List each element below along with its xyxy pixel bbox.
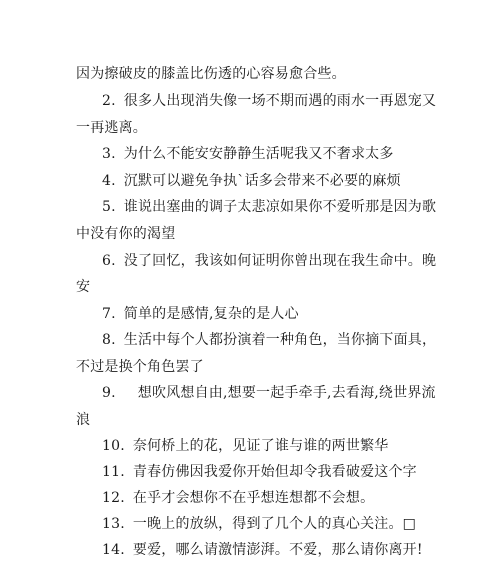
item-number: 6. [102,253,116,269]
text-line [76,410,90,430]
item-text: 一晚上的放纵，得到了几个人的真心关注。□ [132,516,417,532]
list-item [102,514,416,534]
item-number: 7. [102,306,116,322]
item-text: 沉默可以避免争执`话多会带来不必要的麻烦 [123,173,401,189]
item-number: 2. [102,93,116,109]
item-text: 要爱，哪么请激情澎湃。不爱，那么请你离开! [132,542,423,558]
line-text: 一再逃离。 [76,120,147,136]
item-text: 奈何桥上的花，见证了谁与谁的两世繁华 [132,438,389,454]
list-item [102,304,299,324]
item-number: 11. [102,464,125,480]
item-number: 8. [102,332,116,348]
line-text: 中没有你的渴望 [76,226,176,242]
item-text: 在乎才会想你不在乎想连想都不会想。 [132,490,375,506]
item-number: 12. [102,490,125,506]
line-text: 安 [76,279,91,295]
text-line [76,357,204,377]
list-item [102,330,436,350]
list-item [102,540,423,560]
list-item [102,251,436,271]
item-text: 想吹风想自由,想要一起手牵手,去看海,绕世界流 [137,385,436,401]
item-number: 14. [102,542,125,558]
item-text: 生活中每个人都扮演着一种角色，当你摘下面具， [123,332,437,348]
item-number: 4. [102,173,116,189]
line-text: 不过是换个角色罢了 [76,359,204,375]
list-item [102,91,436,111]
item-number: 3. [102,146,116,162]
text-line [76,277,90,297]
list-item [102,383,436,403]
item-number: 10. [102,438,125,454]
list-item [102,488,374,508]
line-text: 因为擦破皮的膝盖比伤透的心容易愈合些。 [76,66,346,82]
text-line [76,118,147,138]
item-number: 9. [102,385,116,401]
item-text: 谁说出塞曲的调子太悲凉如果你不爱听那是因为歌 [123,199,437,215]
text-line [76,224,175,244]
list-item [102,171,401,191]
line-text: 浪 [76,412,91,428]
item-text: 没了回忆，我该如何证明你曾出现在我生命中。晚 [123,253,437,269]
item-text: 很多人出现消失像一场不期而遇的雨水一再恩宠又 [123,93,437,109]
item-text: 为什么不能安安静静生活呢我又不奢求太多 [123,146,394,162]
text-line [76,64,346,84]
item-text: 青春仿佛因我爱你开始但却令我看破爱这个字 [132,464,417,480]
item-number: 5. [102,199,116,215]
item-number: 13. [102,516,125,532]
list-item [102,436,388,456]
item-text: 简单的是感情,复杂的是人心 [123,306,299,322]
list-item [102,462,417,482]
list-item [102,144,394,164]
list-item [102,197,436,217]
